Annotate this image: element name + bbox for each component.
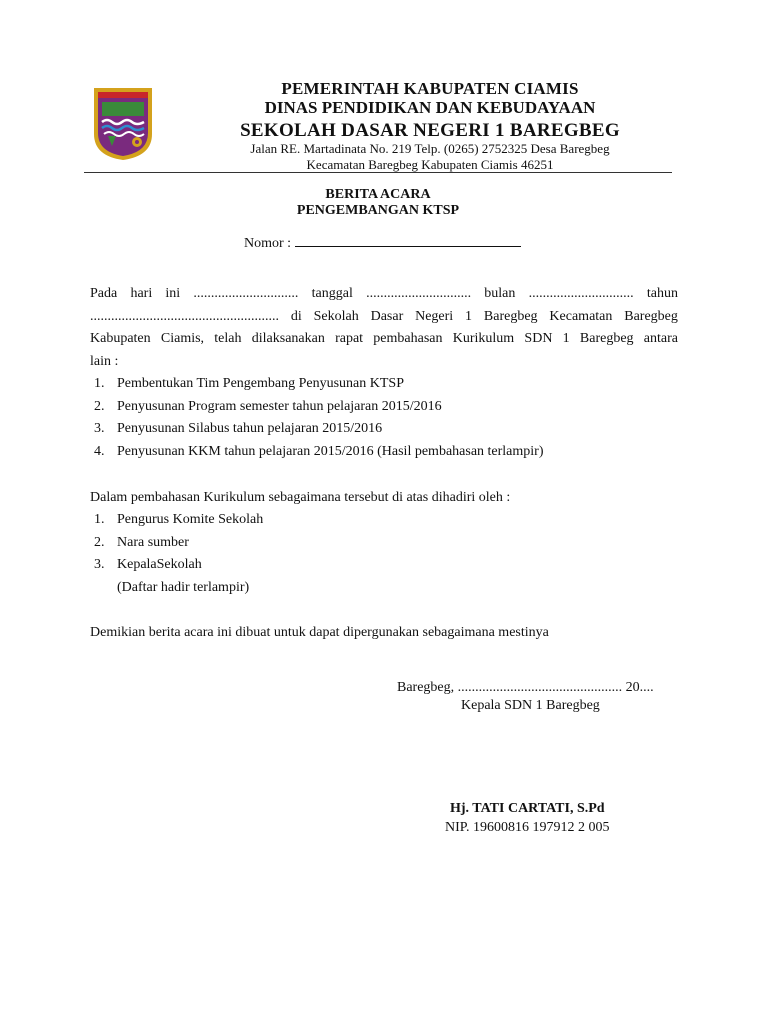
attendance-paragraph: Dalam pembahasan Kurikulum sebagaimana tersebut di atas dihadiri oleh : [90, 490, 511, 505]
word: Kecamatan [549, 308, 613, 324]
document-title: BERITA ACARA [325, 187, 431, 202]
list-item [94, 554, 263, 577]
header-school-name: SEKOLAH DASAR NEGERI 1 BAREGBEG [240, 120, 620, 141]
list-number: 3. [94, 421, 105, 436]
blank-dots: .............................. [528, 286, 634, 301]
signatory-name: Hj. TATI CARTATI, S.Pd [450, 801, 605, 816]
word: Baregbeg [579, 331, 634, 346]
word: hari [130, 286, 153, 301]
opening-paragraph [90, 283, 678, 373]
word: 1 [562, 331, 570, 346]
document-number [244, 234, 521, 252]
list-text: Pembentukan Tim Pengembang Penyusunan KTSP [117, 376, 405, 391]
list-number: 2. [94, 398, 105, 414]
list-number: 1. [94, 512, 105, 527]
paragraph-line [90, 306, 678, 329]
signatory-position: Kepala SDN 1 Baregbeg [461, 698, 600, 713]
list-number: 3. [94, 557, 105, 572]
list-number: 2. [94, 534, 105, 550]
paragraph-line: lain : [90, 353, 119, 369]
list-item [94, 532, 263, 555]
word: tahun [646, 286, 678, 301]
list-text: KepalaSekolah [117, 557, 202, 572]
list-item [94, 396, 544, 419]
word: Dasar [370, 308, 404, 324]
list-item [94, 373, 544, 396]
place-date: Baregbeg, ............................................... 20.... [397, 680, 654, 695]
blank-dots: .............................. [193, 286, 299, 301]
word: pembahasan [373, 331, 443, 346]
paragraph-line [90, 328, 678, 351]
header-divider [84, 172, 672, 173]
header-line-2: DINAS PENDIDIKAN DAN KEBUDAYAAN [264, 98, 596, 117]
closing-paragraph: Demikian berita acara ini dibuat untuk dapat dipergunakan sebagaimana mestinya [90, 625, 549, 640]
list-number: 4. [94, 443, 105, 459]
attendance-note: (Daftar hadir terlampir) [117, 579, 250, 595]
list-item [94, 441, 544, 464]
nomor-blank-line [295, 234, 521, 247]
header-address-2: Kecamatan Baregbeg Kabupaten Ciamis 46251 [306, 157, 554, 172]
word: bulan [484, 286, 516, 301]
blank-dots: ...................................................... [90, 308, 279, 324]
blank-dots: .............................. [366, 286, 472, 301]
signatory-nip: NIP. 19600816 197912 2 005 [445, 820, 610, 835]
word: Pada [90, 286, 118, 301]
list-text: Penyusunan Silabus tahun pelajaran 2015/2016 [117, 421, 383, 436]
word: 1 [465, 308, 473, 324]
word: Baregbeg [483, 308, 538, 324]
list-text: Penyusunan KKM tahun pelajaran 2015/2016 (Hasil pembahasan terlampir) [117, 443, 544, 459]
word: tanggal [311, 286, 353, 301]
list-text: Penyusunan Program semester tahun pelajaran 2015/2016 [117, 398, 442, 414]
word: antara [643, 331, 678, 346]
list-text: Pengurus Komite Sekolah [117, 512, 264, 527]
header-address-1: Jalan RE. Martadinata No. 219 Telp. (0265) 2752325 Desa Baregbeg [250, 141, 610, 156]
word: telah [214, 331, 242, 346]
word: rapat [335, 331, 364, 346]
paragraph-line [90, 283, 678, 306]
agenda-list [94, 373, 544, 463]
attendee-list [94, 509, 263, 599]
list-item [94, 418, 544, 441]
word: Negeri [415, 308, 454, 324]
kabupaten-ciamis-crest-icon [92, 86, 154, 162]
document-subtitle: PENGEMBANGAN KTSP [296, 203, 460, 218]
word: Kurikulum [452, 331, 515, 346]
word: Ciamis, [160, 331, 205, 346]
word: dilaksanakan [251, 331, 325, 346]
header-line-1: PEMERINTAH KABUPATEN CIAMIS [281, 79, 579, 98]
list-number: 1. [94, 376, 105, 391]
word: di [290, 308, 302, 324]
list-text: Nara sumber [117, 534, 189, 550]
nomor-label: Nomor : [244, 236, 292, 251]
word: Kabupaten [90, 331, 151, 346]
word: Sekolah [313, 308, 359, 324]
word: SDN [524, 331, 553, 346]
word: Baregbeg [624, 308, 678, 324]
list-item [94, 509, 263, 532]
word: ini [165, 286, 181, 301]
